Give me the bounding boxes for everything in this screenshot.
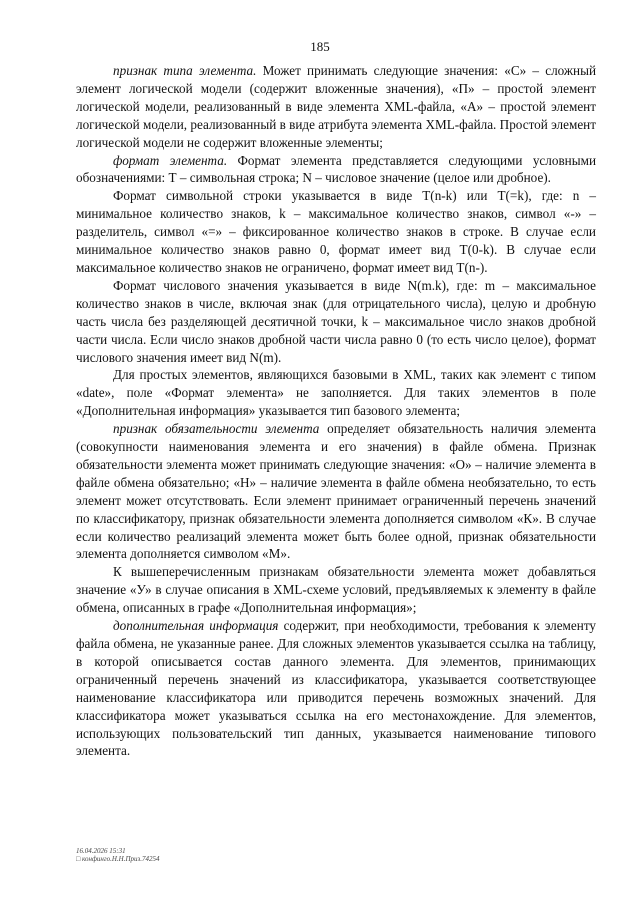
- paragraph-text: Формат символьной строки указывается в виде T(n-k) или T(=k), где: n – минимальное количество знаков, k – максимальное количество знаков, символ «-» – разделитель, символ «=» – фиксированное количество знаков в строке. В случае если минимальное количество знаков равно 0, формат имеет вид T(0-k). В случае если максимальное количество знаков не ограничено, формат имеет вид T(n-).: [76, 188, 596, 275]
- paragraph-text: Для простых элементов, являющихся базовыми в XML, таких как элемент с типом «date», поле «Формат элемента» не заполняется. Для таких элементов в поле «Дополнительная информация» указывается тип базового элемента;: [76, 367, 596, 419]
- term-italic: признак типа элемента.: [113, 63, 257, 78]
- paragraph-text: К вышеперечисленным признакам обязательности элемента может добавляться значение «У» в случае описания в XML-схеме условий, предъявляемых к элементу в файле обмена, описанных в графе «Дополнительная информация»;: [76, 564, 596, 616]
- paragraph-mandatory-flag: [76, 420, 596, 563]
- term-italic: признак обязательности элемента: [113, 421, 320, 437]
- paragraph-text: Формат элемента представляется следующими условными обозначениями: Т – символьная строка; N – числовое значение (целое или дробное).: [76, 152, 596, 186]
- term-italic: формат элемента.: [113, 152, 228, 168]
- page-number: 185: [310, 39, 330, 54]
- paragraph-additional-info: [76, 617, 596, 760]
- paragraph-condition-flag: [76, 563, 596, 617]
- footer-date: 16.04.2026 15:31: [76, 847, 126, 855]
- footer-reference: □ конфинго.Н.Н.Приз.74254: [76, 855, 160, 863]
- footer-stamp: [76, 847, 160, 863]
- paragraph-text: содержит, при необходимости, требования к элементу файла обмена, не указанные ранее. Для сложных элементов указывается ссылка на таблицу, в которой описывается состав данного элемента. Для элементов, принимающих ограниченный перечень значений из классификатора, указывается соответствующее наименование классификатора или приводится перечень возможных значений. Для классификатора может указываться ссылка на его местонахождение. Для элементов, использующих пользовательский тип данных, указывается наименование типового элемента.: [76, 618, 596, 759]
- paragraph-base-types: [76, 366, 596, 420]
- term-italic: дополнительная информация: [113, 618, 279, 634]
- paragraph-text: Формат числового значения указывается в виде N(m.k), где: m – максимальное количество знаков в числе, включая знак (для отрицательного числа), целую и дробную часть числа без разделяющей десятичной точки, k – максимальное число знаков дробной части числа. Если число знаков дробной части числа равно 0 (то есть число целое), формат числового значения имеет вид N(m).: [76, 277, 596, 365]
- paragraph-text: Может принимать следующие значения: «С» – сложный элемент логической модели (содержит вложенные значения), «П» – простой элемент логической модели, реализованный в виде элемента XML-файла, «А» – простой элемент логической модели, реализованный в виде атрибута элемента XML-файла. Простой элемент логической модели не содержит вложенные элементы;: [76, 63, 597, 150]
- paragraph-string-format: [76, 187, 596, 277]
- paragraph-element-type: [76, 62, 596, 152]
- paragraph-text: определяет обязательность наличия элемента (совокупности наименования элемента и его значения) в файле обмена. Признак обязательности элемента может принимать следующие значения: «О» – наличие элемента в файле обмена обязательно; «Н» – наличие элемента в файле обмена необязательно, то есть элемент может отсутствовать. Если элемент принимает ограниченный перечень значений по классификатору, признак обязательности элемента дополняется символом «К». В случае если количество реализаций элемента может быть более одной, признак обязательности элемента дополняется символом «М».: [76, 421, 596, 562]
- body-text: [76, 62, 596, 760]
- paragraph-element-format: [76, 152, 596, 188]
- paragraph-number-format: [76, 277, 596, 367]
